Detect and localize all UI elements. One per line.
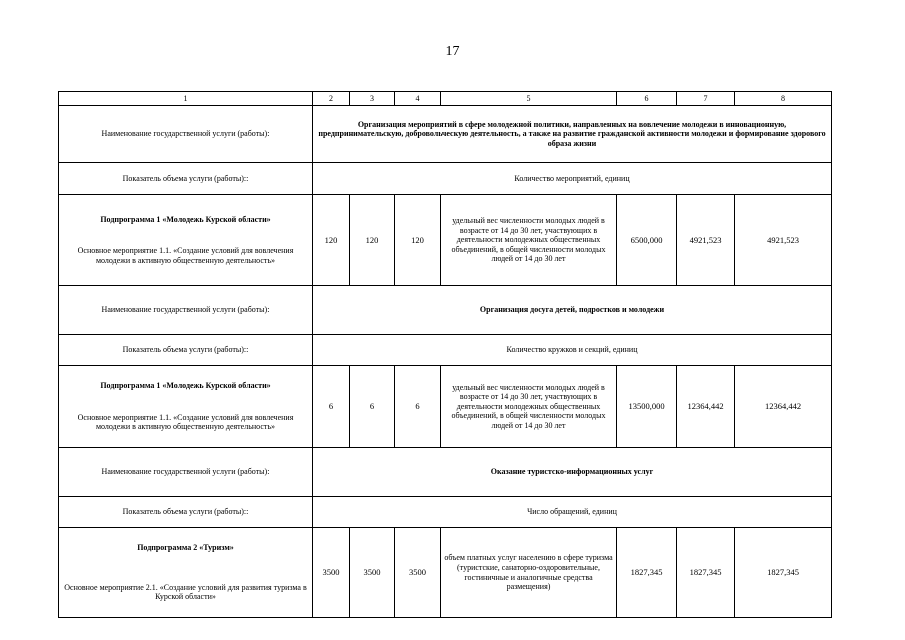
header-cell: 6 [617, 92, 677, 106]
service-name: Оказание туристско-информационных услуг [313, 448, 832, 497]
indicator-value: Количество кружков и секций, единиц [313, 335, 832, 366]
value-col4: 6 [395, 366, 441, 448]
value-col6: 13500,000 [617, 366, 677, 448]
header-cell: 3 [350, 92, 395, 106]
program-row [59, 528, 832, 618]
indicator-description: объем платных услуг населению в сфере туризма (туристские, санаторно-оздоровительные, гостиничные и аналогичные средства размещения) [441, 528, 617, 618]
service-name: Организация мероприятий в сфере молодежной политики, направленных на вовлечение молодежи в инновационную, предпринимательскую, добровольческую деятельность, а также на развитие гражданской активности молодежи и формирование здорового образа жизни [313, 106, 832, 163]
value-col7: 12364,442 [677, 366, 735, 448]
program-row [59, 195, 832, 286]
indicator-row [59, 163, 832, 195]
value-col6: 1827,345 [617, 528, 677, 618]
program-row [59, 366, 832, 448]
value-col4: 120 [395, 195, 441, 286]
service-label: Наименование государственной услуги (работы): [59, 106, 313, 163]
program-measure: Основное мероприятие 1.1. «Создание условий для вовлечения молодежи в активную общественную деятельность» [77, 412, 294, 432]
program-measure: Основное мероприятие 2.1. «Создание условий для развития туризма в Курской области» [64, 582, 307, 602]
program-cell [59, 195, 313, 286]
header-cell: 2 [313, 92, 350, 106]
value-col3: 3500 [350, 528, 395, 618]
value-col8: 1827,345 [735, 528, 832, 618]
indicator-row [59, 497, 832, 528]
service-name: Организация досуга детей, подростков и молодежи [313, 286, 832, 335]
service-name-row [59, 106, 832, 163]
service-name-row [59, 448, 832, 497]
service-label: Наименование государственной услуги (работы): [59, 286, 313, 335]
header-cell: 4 [395, 92, 441, 106]
header-cell: 8 [735, 92, 832, 106]
header-cell: 1 [59, 92, 313, 106]
page-number: 17 [445, 44, 460, 59]
indicator-value: Число обращений, единиц [313, 497, 832, 528]
services-table [58, 91, 832, 618]
header-cell: 5 [441, 92, 617, 106]
program-title: Подпрограмма 1 «Молодежь Курской области» [100, 214, 271, 224]
program-title: Подпрограмма 2 «Туризм» [137, 543, 234, 553]
program-measure: Основное мероприятие 1.1. «Создание условий для вовлечения молодежи в активную общественную деятельность» [77, 246, 294, 265]
indicator-value: Количество мероприятий, единиц [313, 163, 832, 195]
service-label: Наименование государственной услуги (работы): [59, 448, 313, 497]
value-col3: 6 [350, 366, 395, 448]
program-cell [59, 366, 313, 448]
indicator-label: Показатель объема услуги (работы):: [59, 497, 313, 528]
table-header-row [59, 92, 832, 106]
indicator-label: Показатель объема услуги (работы):: [59, 335, 313, 366]
program-title: Подпрограмма 1 «Молодежь Курской области» [100, 381, 271, 391]
program-cell [59, 528, 313, 618]
value-col6: 6500,000 [617, 195, 677, 286]
indicator-label: Показатель объема услуги (работы):: [59, 163, 313, 195]
indicator-description: удельный вес численности молодых людей в возрасте от 14 до 30 лет, участвующих в деятельности молодежных общественных объединений, в общей численности молодых людей от 14 до 30 лет [441, 195, 617, 286]
value-col7: 4921,523 [677, 195, 735, 286]
service-name-row [59, 286, 832, 335]
value-col8: 4921,523 [735, 195, 832, 286]
value-col2: 3500 [313, 528, 350, 618]
header-cell: 7 [677, 92, 735, 106]
value-col4: 3500 [395, 528, 441, 618]
value-col8: 12364,442 [735, 366, 832, 448]
value-col2: 6 [313, 366, 350, 448]
value-col2: 120 [313, 195, 350, 286]
indicator-description: удельный вес численности молодых людей в возрасте от 14 до 30 лет, участвующих в деятельности молодежных общественных объединений, в общей численности молодых людей от 14 до 30 лет [441, 366, 617, 448]
indicator-row [59, 335, 832, 366]
value-col7: 1827,345 [677, 528, 735, 618]
value-col3: 120 [350, 195, 395, 286]
